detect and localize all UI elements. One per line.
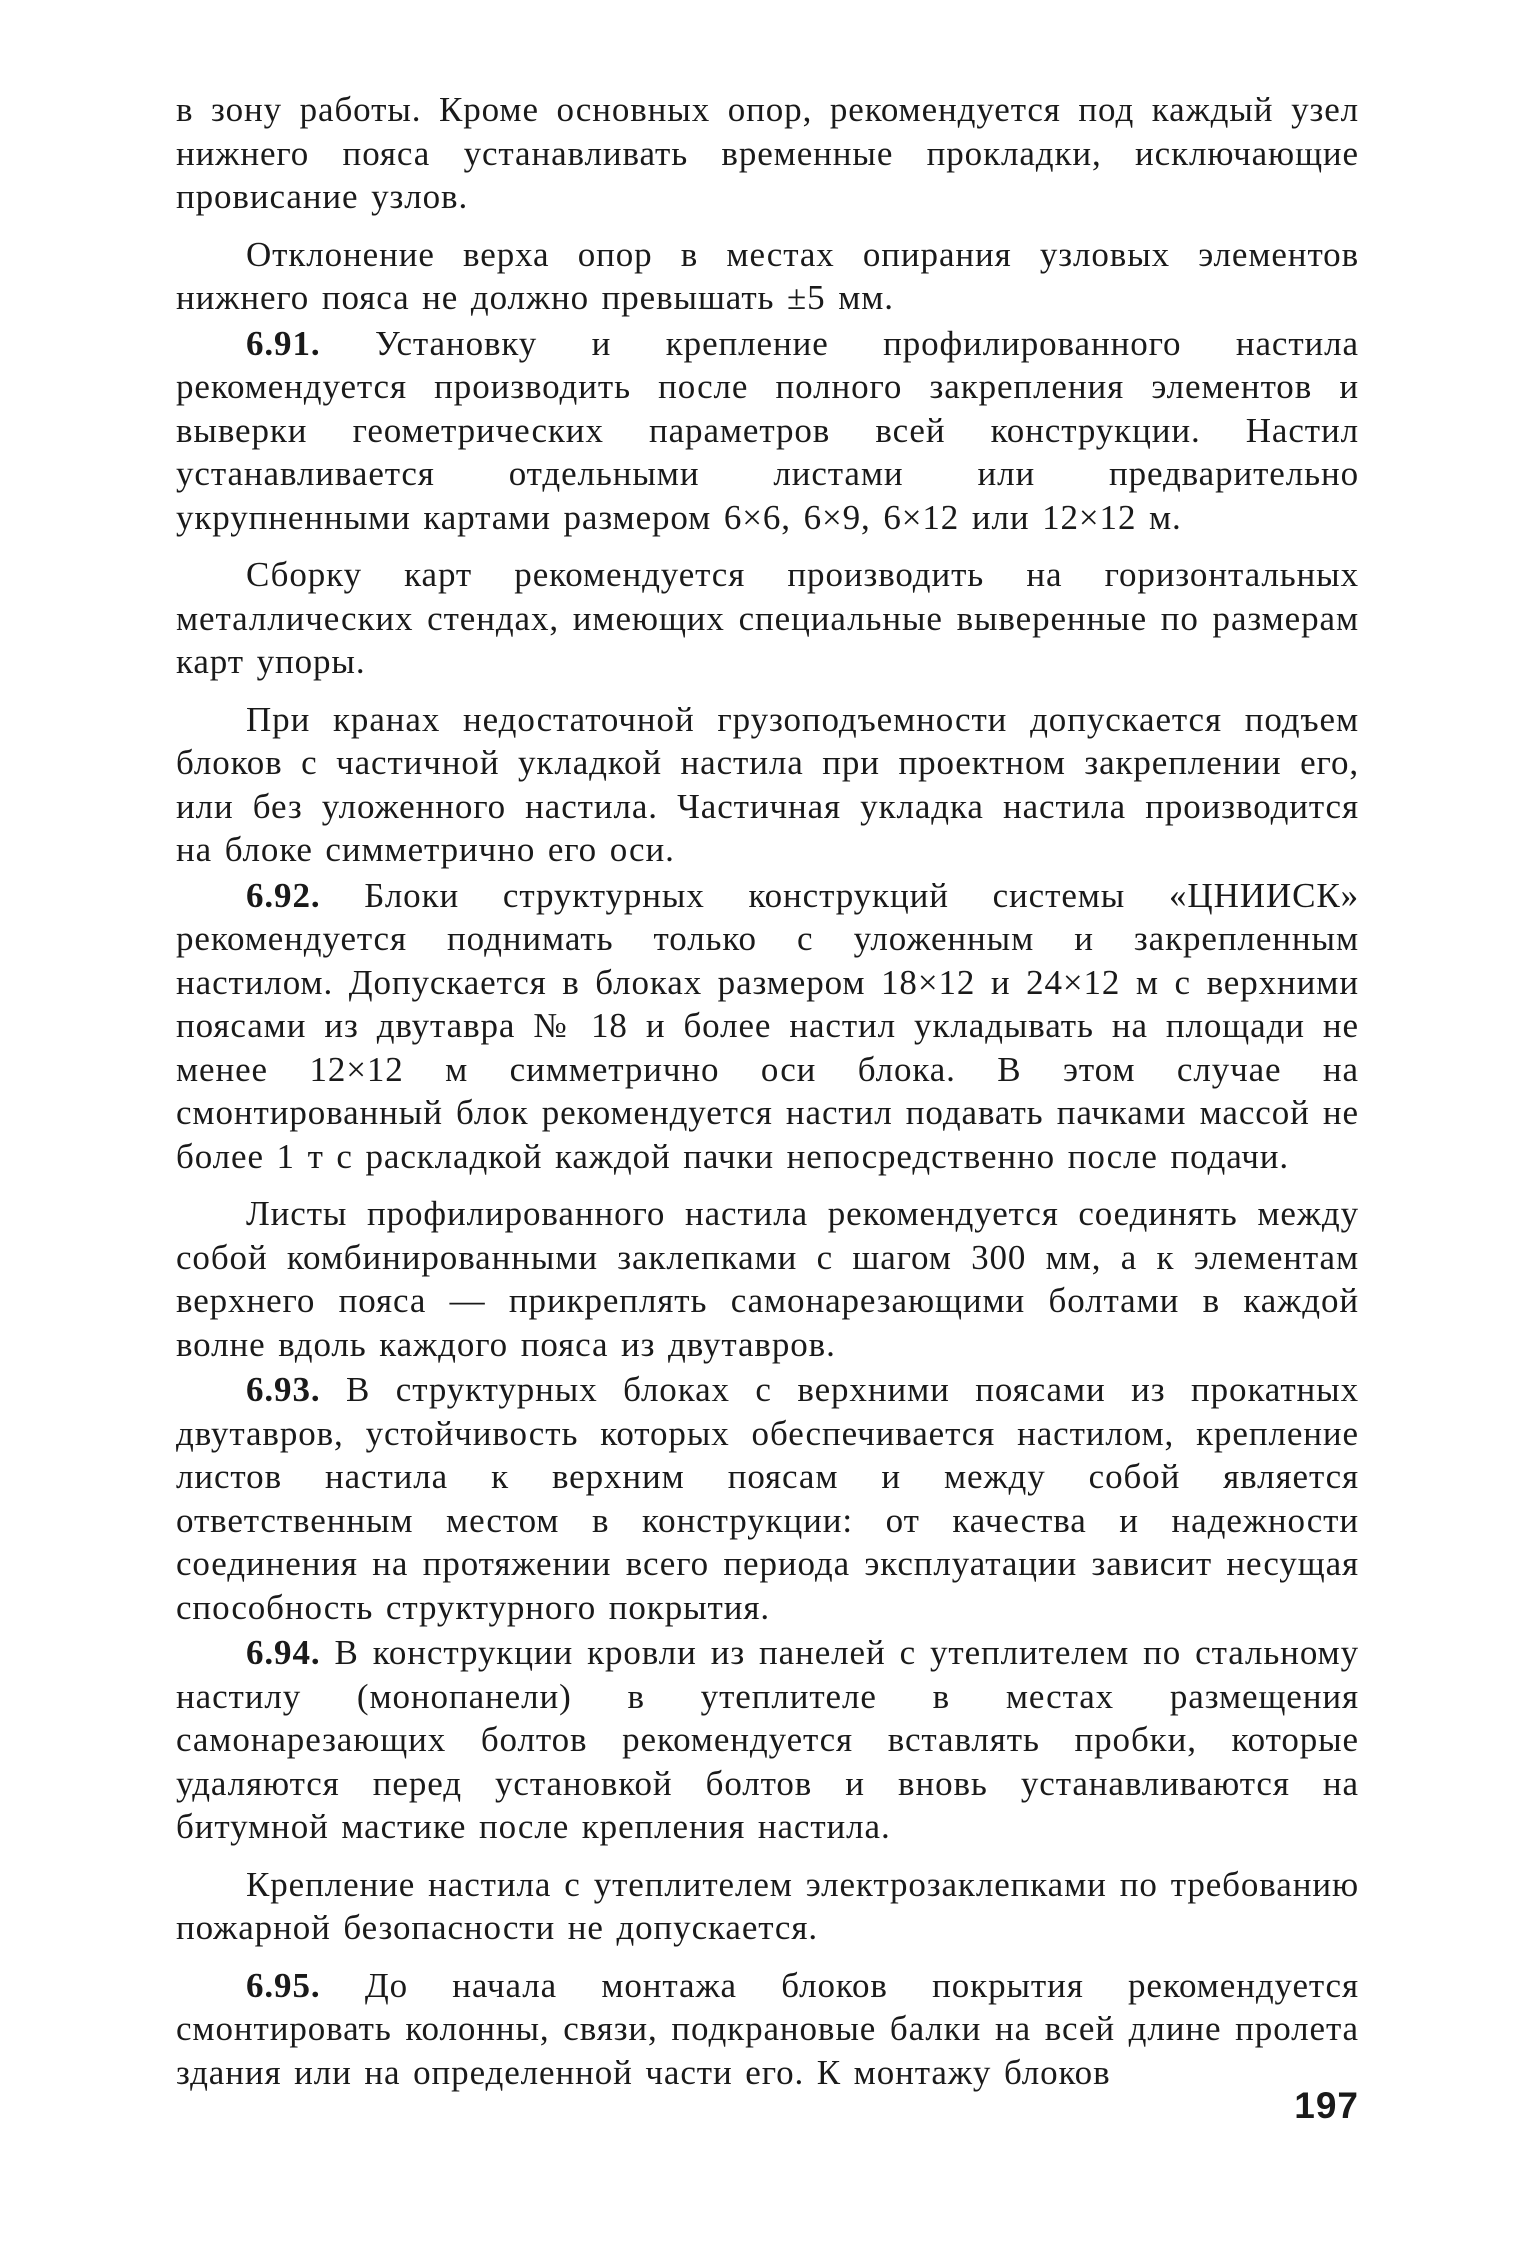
paragraph-text: Блоки структурных конструкций системы «ЦНИИСК» рекомендуется поднимать только с уложенным и закрепленным настилом. Допускается в блоках размером 18×12 и 24×12 м с верхними поясами из двутавра № 18 и более настил укладывать на площади не менее 12×12 м симметрично оси блока. В этом случае на смонтированный блок рекомендуется настил подавать пачками массой не более 1 т с раскладкой каждой пачки непосредственно после подачи.: [176, 875, 1359, 1176]
paragraph: [176, 553, 1359, 684]
paragraph-6-95: [176, 1964, 1359, 2095]
page-number: 197: [1294, 2085, 1359, 2126]
paragraph-6-93: [176, 1368, 1359, 1629]
section-number: 6.91.: [246, 323, 321, 363]
paragraph-6-92: [176, 874, 1359, 1179]
paragraph-6-91: [176, 322, 1359, 540]
paragraph: [176, 698, 1359, 872]
paragraph-text: Отклонение верха опор в местах опирания узловых элементов нижнего пояса не должно превышать ±5 мм.: [176, 234, 1359, 317]
paragraph-text: В конструкции кровли из панелей с утеплителем по стальному настилу (монопанели) в утеплителе в местах размещения самонарезающих болтов рекомендуется вставлять пробки, которые удаляются перед установкой болтов и вновь устанавливаются на битумной мастике после крепления настила.: [176, 1633, 1359, 1846]
page-body: [176, 88, 1359, 2096]
paragraph-text: До начала монтажа блоков покрытия рекомендуется смонтировать колонны, связи, подкрановые балки на всей длине пролета здания или на определенной части его. К монтажу блоков: [176, 1965, 1359, 2092]
paragraph-text: Установку и крепление профилированного настила рекомендуется производить после полного закрепления элементов и выверки геометрических параметров всей конструкции. Настил устанавливается отдельными листами или предварительно укрупненными картами размером 6×6, 6×9, 6×12 или 12×12 м.: [176, 323, 1359, 537]
paragraph-continuation: [176, 88, 1359, 219]
paragraph-text: Сборку карт рекомендуется производить на горизонтальных металлических стендах, имеющих специальные выверенные по размерам карт упоры.: [176, 555, 1359, 681]
section-number: 6.92.: [246, 875, 321, 915]
paragraph-text: Крепление настила с утеплителем электрозаклепками по требованию пожарной безопасности не допускается.: [176, 1864, 1359, 1947]
paragraph-text: Листы профилированного настила рекомендуется соединять между собой комбинированными заклепками с шагом 300 мм, а к элементам верхнего пояса — прикреплять самонарезающими болтами в каждой волне вдоль каждого пояса из двутавров.: [176, 1194, 1359, 1364]
section-number: 6.93.: [246, 1370, 321, 1409]
section-number: 6.95.: [246, 1965, 321, 2005]
paragraph-text: в зону работы. Кроме основных опор, рекомендуется под каждый узел нижнего пояса устанавливать временные прокладки, исключающие провисание узлов.: [176, 90, 1359, 216]
paragraph-text: В структурных блоках с верхними поясами из прокатных двутавров, устойчивость которых обеспечивается настилом, крепление листов настила к верхним поясам и между собой является ответственным местом в конструкции: от качества и надежности соединения на протяжении всего периода эксплуатации зависит несущая способность структурного покрытия.: [176, 1370, 1359, 1627]
paragraph-6-94: [176, 1631, 1359, 1849]
paragraph: [176, 1863, 1359, 1950]
paragraph-text: При кранах недостаточной грузоподъемности допускается подъем блоков с частичной укладкой настила при проектном закреплении его, или без уложенного настила. Частичная укладка настила производится на блоке симметрично его оси.: [176, 699, 1359, 869]
section-number: 6.94.: [246, 1633, 321, 1672]
paragraph: [176, 233, 1359, 320]
paragraph: [176, 1192, 1359, 1366]
